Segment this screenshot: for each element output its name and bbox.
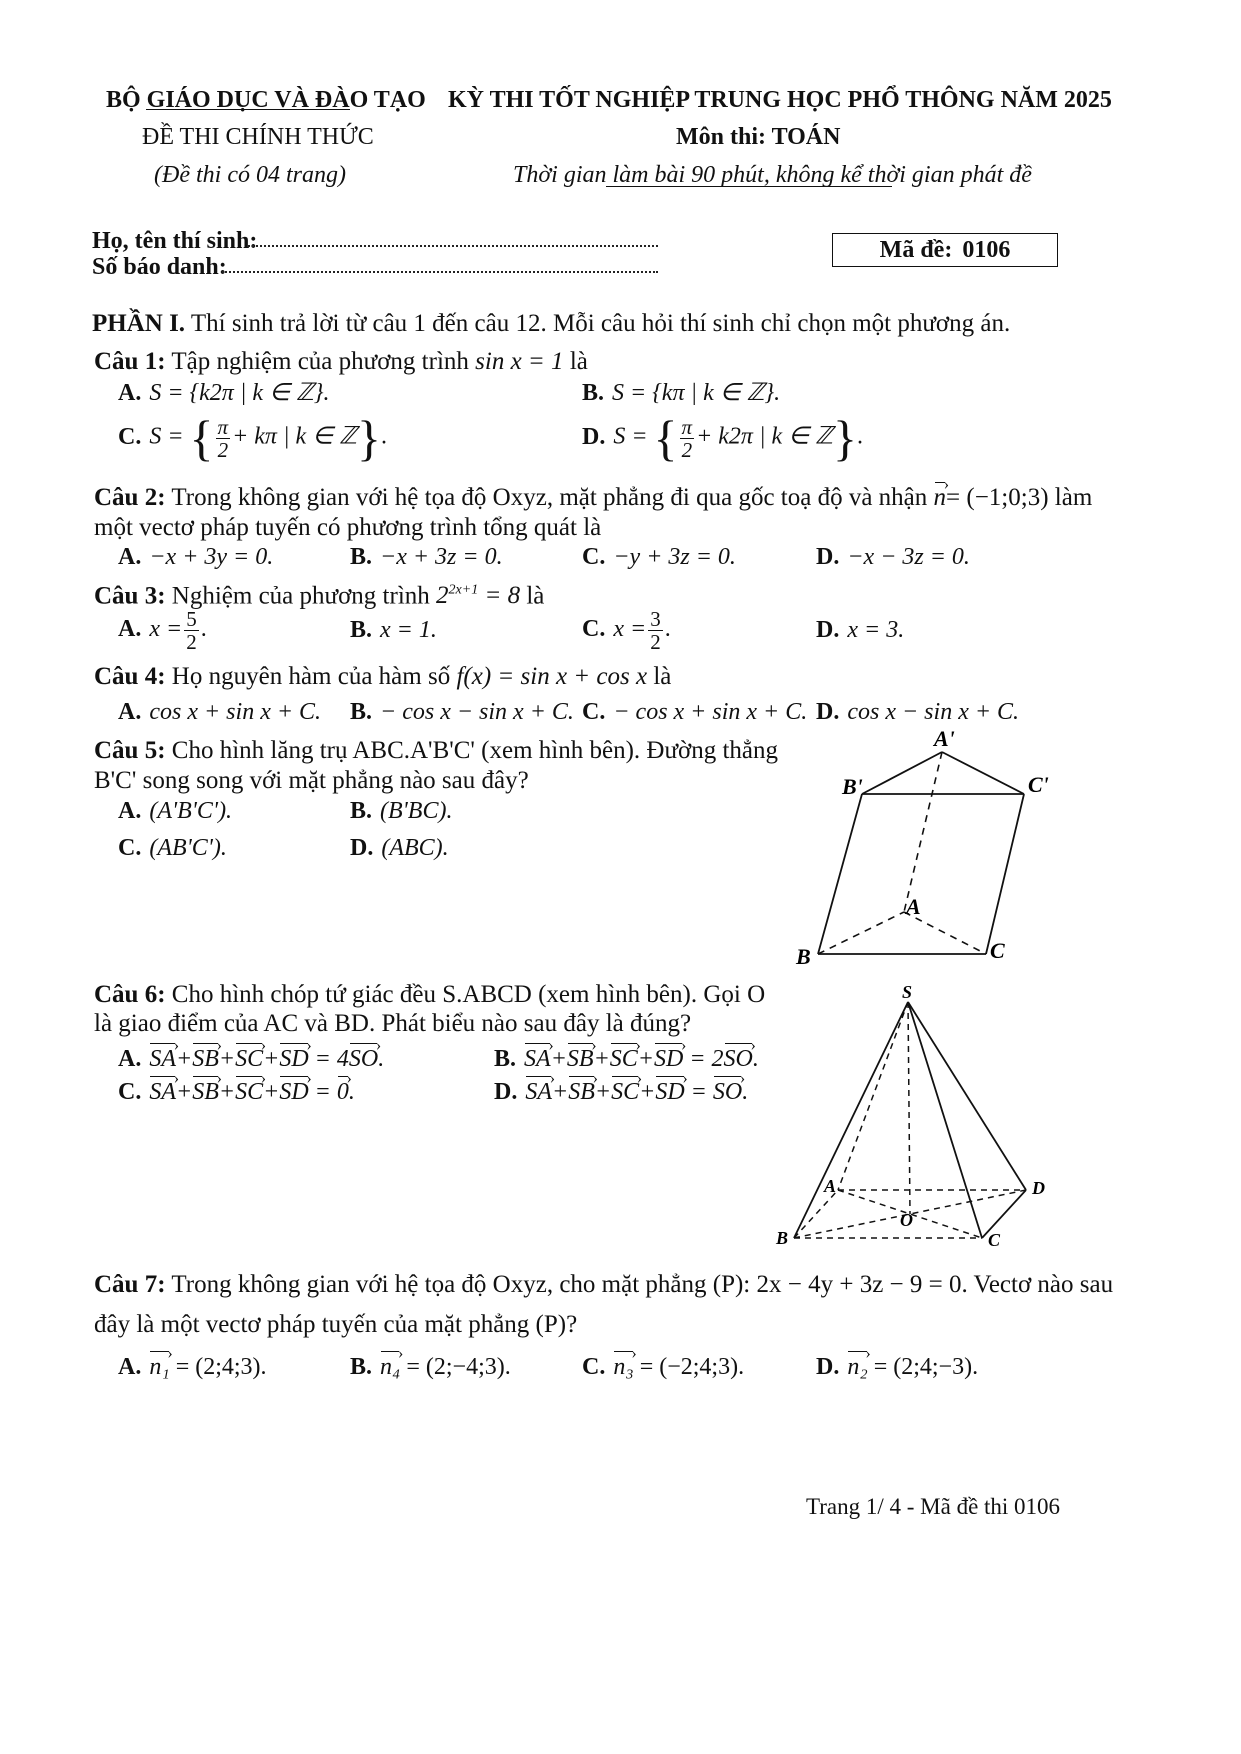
q3-option-d[interactable]: D. x = 3. (816, 617, 905, 643)
ministry-name: BỘ GIÁO DỤC VÀ ĐÀO TẠO (106, 87, 426, 113)
q5-a-text: (A'B'C'). (149, 798, 233, 824)
q7-option-c[interactable]: C. n₃ › = (−2;4;3). (582, 1348, 744, 1382)
id-label: Số báo danh: (92, 254, 227, 280)
pyramid-label-c: C (988, 1230, 1001, 1250)
prism-edge-apcp (942, 752, 1024, 794)
q5-c-text: (AB'C'). (149, 835, 227, 861)
q4-b-text: − cos x − sin x + C. (380, 699, 574, 725)
q5-option-a[interactable]: A. (A'B'C'). (118, 798, 233, 824)
q3-stem (94, 576, 544, 611)
code-label: Mã đề: (879, 237, 953, 263)
q2-line2: một vectơ pháp tuyến có phương trình tổng quát là (94, 514, 602, 541)
subject: Môn thi: TOÁN (676, 124, 841, 150)
q6-option-c[interactable]: C. SA ›+SB ›+SC ›+SD › = 0 ›. (118, 1073, 355, 1107)
section-title: PHẦN I. (92, 310, 186, 337)
code-value: 0106 (962, 237, 1011, 263)
q2-vector: n › (934, 479, 947, 513)
page-footer: Trang 1/ 4 - Mã đề thi 0106 (806, 1494, 1061, 1519)
q2-option-d[interactable]: D. −x − 3z = 0. (816, 544, 970, 570)
prism-edge-aap (904, 752, 942, 912)
ministry-underline (146, 109, 350, 110)
q4-a-text: cos x + sin x + C. (149, 699, 322, 725)
q1-option-b[interactable]: B. S = {kπ | k ∈ ℤ}. (582, 380, 781, 406)
q1-d-frac: $\frac{\pi}{2}$ (681, 414, 693, 462)
q1-d-pre: S = (613, 423, 648, 450)
id-field (222, 255, 658, 273)
pyramid-edge-sd (908, 1002, 1026, 1190)
name-label: Họ, tên thí sinh: (92, 228, 258, 254)
prism-edge-ab (818, 912, 904, 954)
q6-line2: là giao điểm của AC và BD. Phát biểu nào sau đây là đúng? (94, 1010, 692, 1037)
q2-option-b[interactable]: B. −x + 3z = 0. (350, 544, 503, 570)
q2-option-a[interactable]: A. −x + 3y = 0. (118, 544, 274, 570)
prism-edge-ccp (986, 794, 1024, 954)
official-label: ĐỀ THI CHÍNH THỨC (142, 124, 374, 150)
exam-time: Thời gian làm bài 90 phút, không kể thời gian phát đề (513, 162, 1032, 188)
q3-option-b[interactable]: B. x = 1. (350, 617, 437, 643)
q3-tail: là (526, 582, 545, 610)
prism-label-a: A (906, 894, 921, 919)
time-underline (606, 186, 892, 187)
pages-note: (Đề thi có 04 trang) (154, 162, 346, 188)
q4-d-text: cos x − sin x + C. (847, 699, 1020, 725)
q3-a-frac: $\frac{5}{2}$ (186, 607, 197, 654)
q7-text: Trong không gian với hệ tọa độ Oxyz, cho mặt phẳng (P): 2x − 4y + 3z − 9 = 0. Vectơ nào sau (171, 1271, 1114, 1298)
q4-label: Câu 4: (94, 663, 166, 690)
q6-stem (94, 980, 765, 1010)
q2-tail: làm (1054, 484, 1093, 511)
pyramid-label-a: A (824, 1176, 837, 1196)
q2-b-text: −x + 3z = 0. (380, 544, 503, 570)
q1-c-pre: S = (149, 423, 184, 450)
q2-d-text: −x − 3z = 0. (847, 544, 970, 570)
q1-option-a[interactable]: A. S = {k2π | k ∈ ℤ}. (118, 380, 330, 406)
q6-text: Cho hình chóp tứ giác đều S.ABCD (xem hình bên). Gọi O (171, 981, 766, 1008)
q3-label: Câu 3: (94, 582, 166, 610)
prism-label-b: B (796, 944, 811, 969)
pyramid-label-o: O (900, 1210, 913, 1230)
q7-stem (94, 1270, 1113, 1300)
prism-label-c: C (990, 938, 1005, 963)
pyramid-edge-sb (794, 1002, 908, 1238)
q3-b-text: x = 1. (380, 617, 437, 643)
prism-label-cp: C' (1028, 772, 1049, 797)
q1-stem (94, 347, 588, 377)
pyramid-edge-so (908, 1002, 910, 1214)
q2-stem (94, 479, 1092, 513)
q1-b-text: S = {kπ | k ∈ ℤ}. (612, 380, 781, 406)
q1-option-c[interactable]: C. S = { $\frac{\pi}{2}$ + kπ | k ∈ ℤ}. (118, 410, 387, 466)
q3-a-pre: x = (149, 616, 183, 643)
q7-option-d[interactable]: D. n₂ › = (2;4;−3). (816, 1348, 978, 1382)
prism-edge-bpap (862, 752, 942, 794)
section-header (92, 309, 1010, 339)
q3-math: $2^{2x+1} = 8$ (436, 582, 521, 610)
q3-option-c[interactable]: C. x = $\frac{3}{2}$ . (582, 607, 671, 654)
q1-text: Tập nghiệm của phương trình (171, 348, 469, 375)
q6-option-b[interactable]: B. SA ›+SB ›+SC ›+SD › = 2SO ›. (494, 1040, 759, 1074)
pyramid-label-s: S (902, 982, 913, 1002)
q2-text: Trong không gian với hệ tọa độ Oxyz, mặt phẳng đi qua gốc toạ độ và nhận (171, 484, 928, 511)
q5-b-text: (B'BC). (380, 798, 453, 824)
q2-vec-value: = (−1;0;3) (946, 484, 1049, 511)
q4-math: f(x) = sin x + cos x (456, 663, 648, 690)
q1-d-post: + k2π | k ∈ ℤ (696, 423, 833, 450)
q6-option-d[interactable]: D. SA ›+SB ›+SC ›+SD › = SO ›. (494, 1073, 748, 1107)
pyramid-edge-sc (908, 1002, 982, 1238)
pyramid-label-b: B (776, 1228, 789, 1248)
q4-option-b[interactable]: B. − cos x − sin x + C. (350, 699, 574, 725)
q4-option-a[interactable]: A. cos x + sin x + C. (118, 699, 322, 725)
q1-label: Câu 1: (94, 348, 166, 375)
q6-label: Câu 6: (94, 981, 166, 1008)
q5-label: Câu 5: (94, 737, 166, 764)
q2-option-c[interactable]: C. −y + 3z = 0. (582, 544, 736, 570)
q5-option-d[interactable]: D. (ABC). (350, 835, 449, 861)
q5-stem (94, 736, 778, 766)
q7-option-b[interactable]: B. n₄ › = (2;−4;3). (350, 1348, 511, 1382)
q4-tail: là (653, 663, 672, 690)
q1-c-post: + kπ | k ∈ ℤ (232, 423, 357, 450)
q3-option-a[interactable]: A. x = $\frac{5}{2}$ . (118, 607, 207, 654)
name-field (248, 229, 658, 247)
q5-option-c[interactable]: C. (AB'C'). (118, 835, 227, 861)
pyramid-figure (770, 982, 1060, 1252)
q4-option-d[interactable]: D. cos x − sin x + C. (816, 699, 1020, 725)
pyramid-edge-sa (838, 1002, 908, 1190)
q2-c-text: −y + 3z = 0. (613, 544, 736, 570)
q7-option-a[interactable]: A. n₁ › = (2;4;3). (118, 1348, 267, 1382)
prism-figure (780, 722, 1070, 972)
q3-text: Nghiệm của phương trình (171, 582, 430, 610)
prism-edge-bbp (818, 794, 862, 954)
q2-a-text: −x + 3y = 0. (149, 544, 274, 570)
q1-a-text: S = {k2π | k ∈ ℤ}. (149, 380, 330, 406)
q5-text: Cho hình lăng trụ ABC.A'B'C' (xem hình bên). Đường thẳng (171, 737, 779, 764)
q5-option-b[interactable]: B. (B'BC). (350, 798, 453, 824)
prism-label-ap: A' (934, 726, 955, 751)
q3-c-frac: $\frac{3}{2}$ (650, 607, 661, 654)
q3-d-text: x = 3. (847, 617, 905, 643)
exam-code-box (832, 233, 1058, 267)
q5-line2: B'C' song song với mặt phẳng nào sau đây? (94, 767, 529, 794)
q4-text: Họ nguyên hàm của hàm số (171, 663, 451, 690)
q4-c-text: − cos x + sin x + C. (613, 699, 808, 725)
q6-option-a[interactable]: A. SA ›+SB ›+SC ›+SD › = 4SO ›. (118, 1040, 384, 1074)
q1-option-d[interactable]: D. S = { $\frac{\pi}{2}$ + k2π | k ∈ ℤ}. (582, 410, 863, 466)
q4-stem (94, 662, 671, 692)
prism-label-bp: B' (842, 774, 863, 799)
q1-tail: là (569, 348, 588, 375)
section-instructions: Thí sinh trả lời từ câu 1 đến câu 12. Mỗi câu hỏi thí sinh chỉ chọn một phương án. (190, 310, 1011, 337)
pyramid-label-d: D (1032, 1178, 1045, 1198)
q1-c-frac: $\frac{\pi}{2}$ (217, 414, 229, 462)
exam-title: KỲ THI TỐT NGHIỆP TRUNG HỌC PHỔ THÔNG NĂM 2025 (448, 87, 1112, 113)
q4-option-c[interactable]: C. − cos x + sin x + C. (582, 699, 808, 725)
q1-math: sin x = 1 (475, 348, 564, 375)
q5-d-text: (ABC). (381, 835, 449, 861)
q7-label: Câu 7: (94, 1271, 166, 1298)
q7-line2: đây là một vectơ pháp tuyến của mặt phẳng (P)? (94, 1311, 578, 1338)
q3-c-pre: x = (613, 616, 647, 643)
q2-label: Câu 2: (94, 484, 166, 511)
